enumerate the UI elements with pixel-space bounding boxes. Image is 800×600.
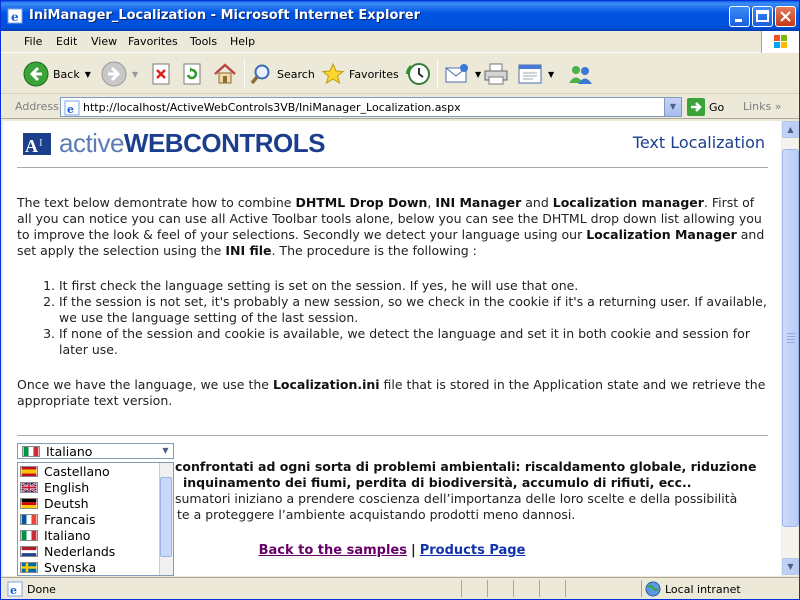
chevron-double-icon: » [774,100,782,113]
home-icon [212,61,238,87]
mail-icon [444,62,470,86]
title-bar[interactable] [1,1,799,31]
toolbar-separator [244,60,245,88]
messenger-button[interactable] [567,58,593,90]
italy-flag-icon [20,530,38,541]
language-list[interactable] [17,462,174,576]
products-page-link[interactable]: Products Page [419,543,526,558]
list-item: 1. It first check the language setting is set on the session. If yes, he will use that one. [59,278,769,294]
localized-article: confrontati ad ogni sorta di problemi ambientali: riscaldamento globale, riduzione inquinamento dei fiumi, perdita di biodiversità, accumulo di rifiuti, ecc.. sumatori iniziano a prendere coscienza dell’importanza delle loro scelte e della possibilità te a proteggere l’ambiente acquistando prodotti meno dannosi. [175,459,757,522]
windows-flag-icon [762,31,800,53]
logo-main: WEBCONTROLS [123,128,325,158]
menu-tools[interactable]: Tools [190,35,218,48]
refresh-icon [181,62,203,86]
page-scrollbar[interactable] [781,121,798,576]
address-dropdown-arrow[interactable]: ▼ [664,98,681,116]
links-toolbar[interactable]: Links » [743,100,782,113]
list-item: 2. If the session is not set, it's probably a new session, so we check in the cookie if it's a returning user. If available, we use the language setting of the last session. [59,294,769,326]
site-logo [21,128,325,159]
divider [17,435,768,436]
language-option-francais[interactable]: Francais [20,511,96,527]
stop-icon [150,62,172,86]
security-zone: Local intranet [645,581,741,597]
back-button[interactable]: Back ▼ [23,58,91,90]
divider [17,167,768,168]
menu-help[interactable]: Help [230,35,256,48]
maximize-button[interactable] [752,6,773,27]
language-option-castellano[interactable]: Castellano [20,463,110,479]
language-option-deutsh[interactable]: Deutsh [20,495,89,511]
menu-bar [1,31,799,53]
messenger-icon [567,62,593,86]
print-button[interactable] [483,58,509,90]
address-input[interactable] [60,97,682,117]
maximize-icon [755,9,770,24]
edit-button[interactable] [517,58,554,90]
language-selected: Italiano [46,443,93,459]
minimize-icon [732,9,747,24]
language-list-scrollbar[interactable] [159,463,173,575]
germany-flag-icon [20,498,38,509]
windows-logo [761,31,799,53]
favorites-button[interactable]: Favorites [321,58,399,90]
ie-page-icon [7,581,23,597]
forward-button[interactable] [101,58,138,90]
edit-page-icon [517,62,543,86]
back-to-samples-link[interactable]: Back to the samples [258,543,407,558]
intro-paragraph: The text below demontrate how to combine DHTML Drop Down, INI Manager and Localization manager. First of all you can notice you can use all Active Toolbar tools alone, below you can see the DHTML drop down list allowing you to improve the look & feel of your selections. Secondly we detect your language using our Localization Manager and set apply the selection using the INI file. The procedure is the following : [17,195,765,258]
chevron-down-icon[interactable]: ▼ [475,69,482,79]
address-bar [1,95,799,119]
printer-icon [483,62,509,86]
scroll-down-button[interactable]: ▼ [782,558,799,575]
standard-toolbar [1,54,799,94]
star-icon [321,62,345,86]
status-text: e Done [7,581,56,597]
search-icon [249,62,273,86]
page-viewport [3,121,781,576]
active-logo-icon [21,130,55,158]
scroll-thumb[interactable] [782,149,799,527]
language-option-svenska[interactable]: Svenska [20,559,96,575]
logo-prefix: active [59,128,124,158]
address-url: http://localhost/ActiveWebControls3VB/IniManager_Localization.aspx [83,101,461,114]
spain-flag-icon [20,466,38,477]
menu-file[interactable]: File [24,35,43,48]
language-option-nederlands[interactable]: Nederlands [20,543,115,559]
mail-button[interactable] [444,58,481,90]
svg-text:e: e [10,584,17,597]
stop-button[interactable] [150,58,172,90]
globe-icon [645,581,661,597]
italy-flag-icon [22,446,40,457]
minimize-button[interactable] [729,6,750,27]
chevron-down-icon: ▼ [132,69,139,79]
scroll-up-button[interactable]: ▲ [782,121,799,138]
sweden-flag-icon [20,562,38,573]
chevron-down-icon[interactable]: ▼ [548,69,555,79]
svg-text:e: e [67,103,74,116]
footer-links: Back to the samples | Products Page [258,543,526,558]
home-button[interactable] [212,58,238,90]
chevron-down-icon[interactable]: ▼ [158,444,173,458]
back-arrow-icon [23,61,49,87]
ie-page-icon [64,100,80,116]
toolbar-separator [437,60,438,88]
close-button[interactable] [775,6,796,27]
forward-arrow-icon [101,61,127,87]
language-option-italiano[interactable]: Italiano [20,527,90,543]
go-arrow-icon [687,98,705,116]
svg-text:e: e [11,10,19,24]
menu-view[interactable]: View [91,35,118,48]
svg-text:A: A [25,135,38,156]
uk-flag-icon [20,482,38,493]
history-icon [405,61,431,87]
list-item: 3. If none of the session and cookie is available, we detect the language and set it in both cookie and session for later use. [59,326,769,358]
ie-icon [7,8,23,24]
window-title: IniManager_Localization - Microsoft Internet Explorer [29,8,421,23]
status-bar [1,577,799,599]
menu-edit[interactable]: Edit [56,35,78,48]
page-title: Text Localization [632,133,765,152]
search-button[interactable]: Search [249,58,315,90]
close-icon [778,9,793,24]
chevron-down-icon[interactable]: ▼ [84,69,91,79]
procedure-list [17,278,769,358]
outro-paragraph: Once we have the language, we use the Localization.ini file that is stored in the Application state and we retrieve the appropriate text version. [17,377,766,408]
go-button[interactable]: Go [687,97,724,117]
svg-text:I: I [39,136,43,149]
language-dropdown[interactable] [17,443,174,459]
address-label: Address [15,100,59,113]
history-button[interactable] [405,58,431,90]
language-option-english[interactable]: English [20,479,89,495]
refresh-button[interactable] [181,58,203,90]
menu-favorites[interactable]: Favorites [128,35,178,48]
france-flag-icon [20,514,38,525]
